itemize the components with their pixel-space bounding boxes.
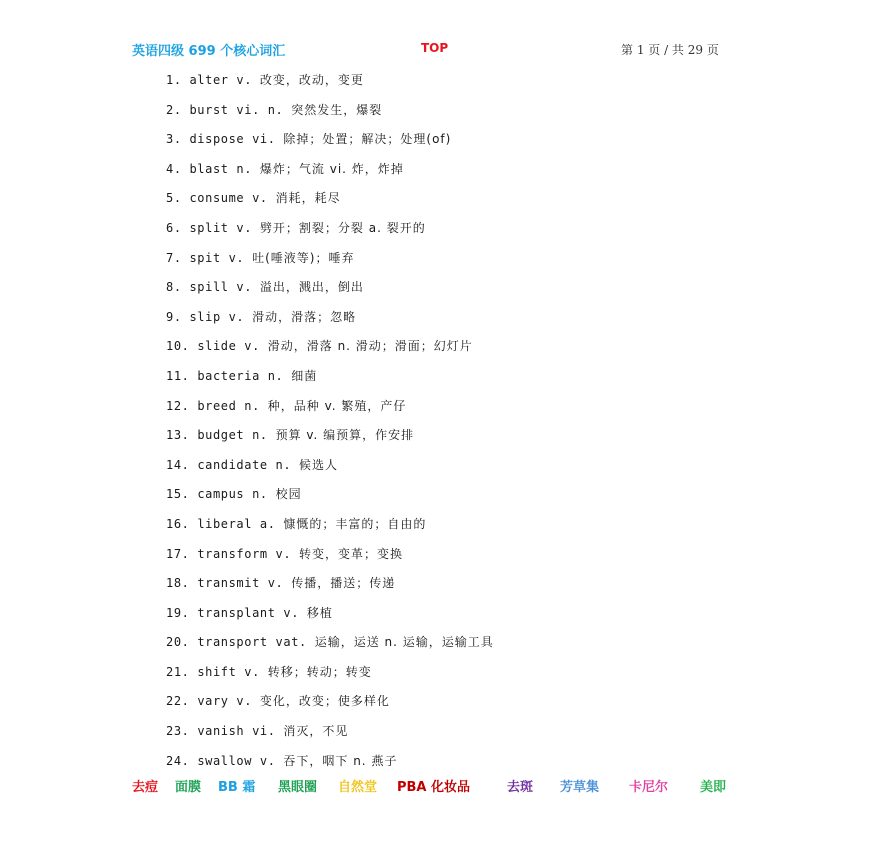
entry-word: dispose vi. bbox=[189, 132, 276, 147]
entry-word: spit v. bbox=[189, 250, 245, 265]
entry-definition: 改变，改动，变更 bbox=[259, 73, 364, 87]
entry-word: bacteria n. bbox=[197, 368, 284, 383]
entry-number: 17. bbox=[166, 546, 190, 561]
entry-number: 1. bbox=[166, 73, 182, 87]
list-item bbox=[166, 544, 494, 574]
entry-definition: 吞下，咽下 n. 燕子 bbox=[283, 753, 398, 768]
entry-definition: 除掉；处置；解决；处理(of) bbox=[283, 132, 452, 147]
entry-word: transform v. bbox=[197, 546, 292, 561]
entry-word: burst vi. n. bbox=[189, 102, 284, 117]
top-link[interactable]: TOP bbox=[421, 41, 449, 55]
entry-number: 7. bbox=[166, 250, 182, 265]
entry-word: vanish vi. bbox=[197, 724, 276, 739]
entry-number: 22. bbox=[166, 694, 190, 709]
list-item bbox=[166, 100, 494, 130]
list-item bbox=[166, 455, 494, 485]
list-item bbox=[166, 662, 494, 692]
list-item bbox=[166, 603, 494, 633]
entry-word: campus n. bbox=[197, 487, 268, 502]
entry-number: 9. bbox=[166, 309, 182, 324]
entry-number: 12. bbox=[166, 398, 190, 413]
entry-number: 16. bbox=[166, 516, 190, 531]
list-item bbox=[166, 307, 494, 337]
entry-word: consume v. bbox=[189, 191, 268, 206]
entry-word: slide v. bbox=[197, 339, 260, 354]
entry-number: 11. bbox=[166, 368, 190, 383]
list-item bbox=[166, 573, 494, 603]
entry-word: liberal a. bbox=[197, 516, 276, 531]
entry-definition: 细菌 bbox=[291, 368, 318, 383]
entry-word: swallow v. bbox=[197, 753, 276, 768]
entry-word: breed n. bbox=[197, 398, 260, 413]
list-item bbox=[166, 514, 494, 544]
entry-definition: 溢出，溅出，倒出 bbox=[259, 280, 364, 295]
entry-word: alter v. bbox=[189, 73, 253, 87]
entry-word: split v. bbox=[189, 220, 253, 235]
list-item bbox=[166, 188, 494, 218]
entry-word: shift v. bbox=[197, 664, 260, 679]
list-item bbox=[166, 218, 494, 248]
entry-number: 20. bbox=[166, 635, 190, 650]
entry-definition: 消灭，不见 bbox=[283, 724, 349, 739]
entry-number: 19. bbox=[166, 605, 190, 620]
entry-definition: 传播，播送；传递 bbox=[291, 576, 396, 591]
entry-definition: 爆炸；气流 vi. 炸，炸掉 bbox=[259, 161, 404, 176]
entry-number: 13. bbox=[166, 428, 190, 443]
entry-definition: 突然发生，爆裂 bbox=[291, 102, 383, 117]
entry-number: 3. bbox=[166, 132, 182, 147]
entry-number: 6. bbox=[166, 220, 182, 235]
entry-definition: 预算 v. 编预算，作安排 bbox=[275, 428, 415, 443]
entry-definition: 校园 bbox=[275, 487, 302, 502]
entry-word: transport vat. bbox=[197, 635, 307, 650]
list-item bbox=[166, 277, 494, 307]
entry-number: 21. bbox=[166, 664, 190, 679]
entry-definition: 吐(唾液等)；唾弃 bbox=[252, 250, 355, 265]
entry-definition: 种，品种 v. 繁殖，产仔 bbox=[267, 398, 407, 413]
entry-number: 14. bbox=[166, 457, 190, 472]
list-item bbox=[166, 484, 494, 514]
ad-link[interactable]: 去痘 bbox=[132, 780, 159, 795]
vocabulary-list bbox=[166, 70, 494, 780]
entry-word: transplant v. bbox=[197, 605, 300, 620]
entry-word: budget n. bbox=[197, 428, 268, 443]
entry-word: transmit v. bbox=[197, 576, 284, 591]
list-item bbox=[166, 396, 494, 426]
entry-word: blast n. bbox=[189, 161, 253, 176]
list-item bbox=[166, 159, 494, 189]
list-item bbox=[166, 336, 494, 366]
list-item bbox=[166, 129, 494, 159]
ad-link[interactable]: BB 霜 bbox=[218, 780, 256, 795]
entry-definition: 变化，改变；使多样化 bbox=[259, 694, 390, 709]
list-item bbox=[166, 691, 494, 721]
entry-definition: 慷慨的；丰富的；自由的 bbox=[283, 516, 427, 531]
entry-definition: 运输，运送 n. 运输，运输工具 bbox=[314, 635, 494, 650]
entry-definition: 消耗，耗尽 bbox=[275, 191, 341, 206]
ad-link[interactable]: 去斑 bbox=[507, 780, 534, 795]
entry-number: 23. bbox=[166, 724, 190, 739]
page-indicator: 第 1 页 / 共 29 页 bbox=[621, 43, 719, 57]
list-item bbox=[166, 425, 494, 455]
ad-link[interactable]: 芳草集 bbox=[560, 780, 600, 795]
ad-link[interactable]: 面膜 bbox=[175, 780, 202, 795]
entry-number: 2. bbox=[166, 102, 182, 117]
ad-link[interactable]: 美即 bbox=[700, 780, 727, 795]
entry-definition: 转移；转动；转变 bbox=[267, 664, 372, 679]
entry-number: 10. bbox=[166, 339, 190, 354]
entry-number: 15. bbox=[166, 487, 190, 502]
entry-word: vary v. bbox=[197, 694, 253, 709]
entry-word: candidate n. bbox=[197, 457, 292, 472]
document-title: 英语四级 699 个核心词汇 bbox=[132, 44, 286, 59]
entry-number: 4. bbox=[166, 161, 182, 176]
entry-definition: 滑动，滑落；忽略 bbox=[252, 309, 357, 324]
entry-definition: 转变，变革；变换 bbox=[299, 546, 404, 561]
entry-definition: 滑动，滑落 n. 滑动；滑面；幻灯片 bbox=[267, 339, 473, 354]
ad-link[interactable]: 自然堂 bbox=[338, 780, 378, 795]
entry-definition: 劈开；割裂；分裂 a. 裂开的 bbox=[259, 220, 426, 235]
list-item bbox=[166, 721, 494, 751]
page-header bbox=[0, 40, 870, 62]
list-item bbox=[166, 70, 494, 100]
ad-link[interactable]: 黑眼圈 bbox=[278, 780, 318, 795]
entry-definition: 移植 bbox=[306, 605, 333, 620]
entry-number: 18. bbox=[166, 576, 190, 591]
entry-word: spill v. bbox=[189, 280, 253, 295]
ad-link[interactable]: PBA 化妆品 bbox=[397, 780, 471, 795]
entry-number: 8. bbox=[166, 280, 182, 295]
list-item bbox=[166, 366, 494, 396]
list-item bbox=[166, 632, 494, 662]
entry-number: 5. bbox=[166, 191, 182, 206]
list-item bbox=[166, 248, 494, 278]
entry-number: 24. bbox=[166, 753, 190, 768]
entry-word: slip v. bbox=[189, 309, 245, 324]
ad-link[interactable]: 卡尼尔 bbox=[629, 780, 669, 795]
entry-definition: 候选人 bbox=[299, 457, 339, 472]
